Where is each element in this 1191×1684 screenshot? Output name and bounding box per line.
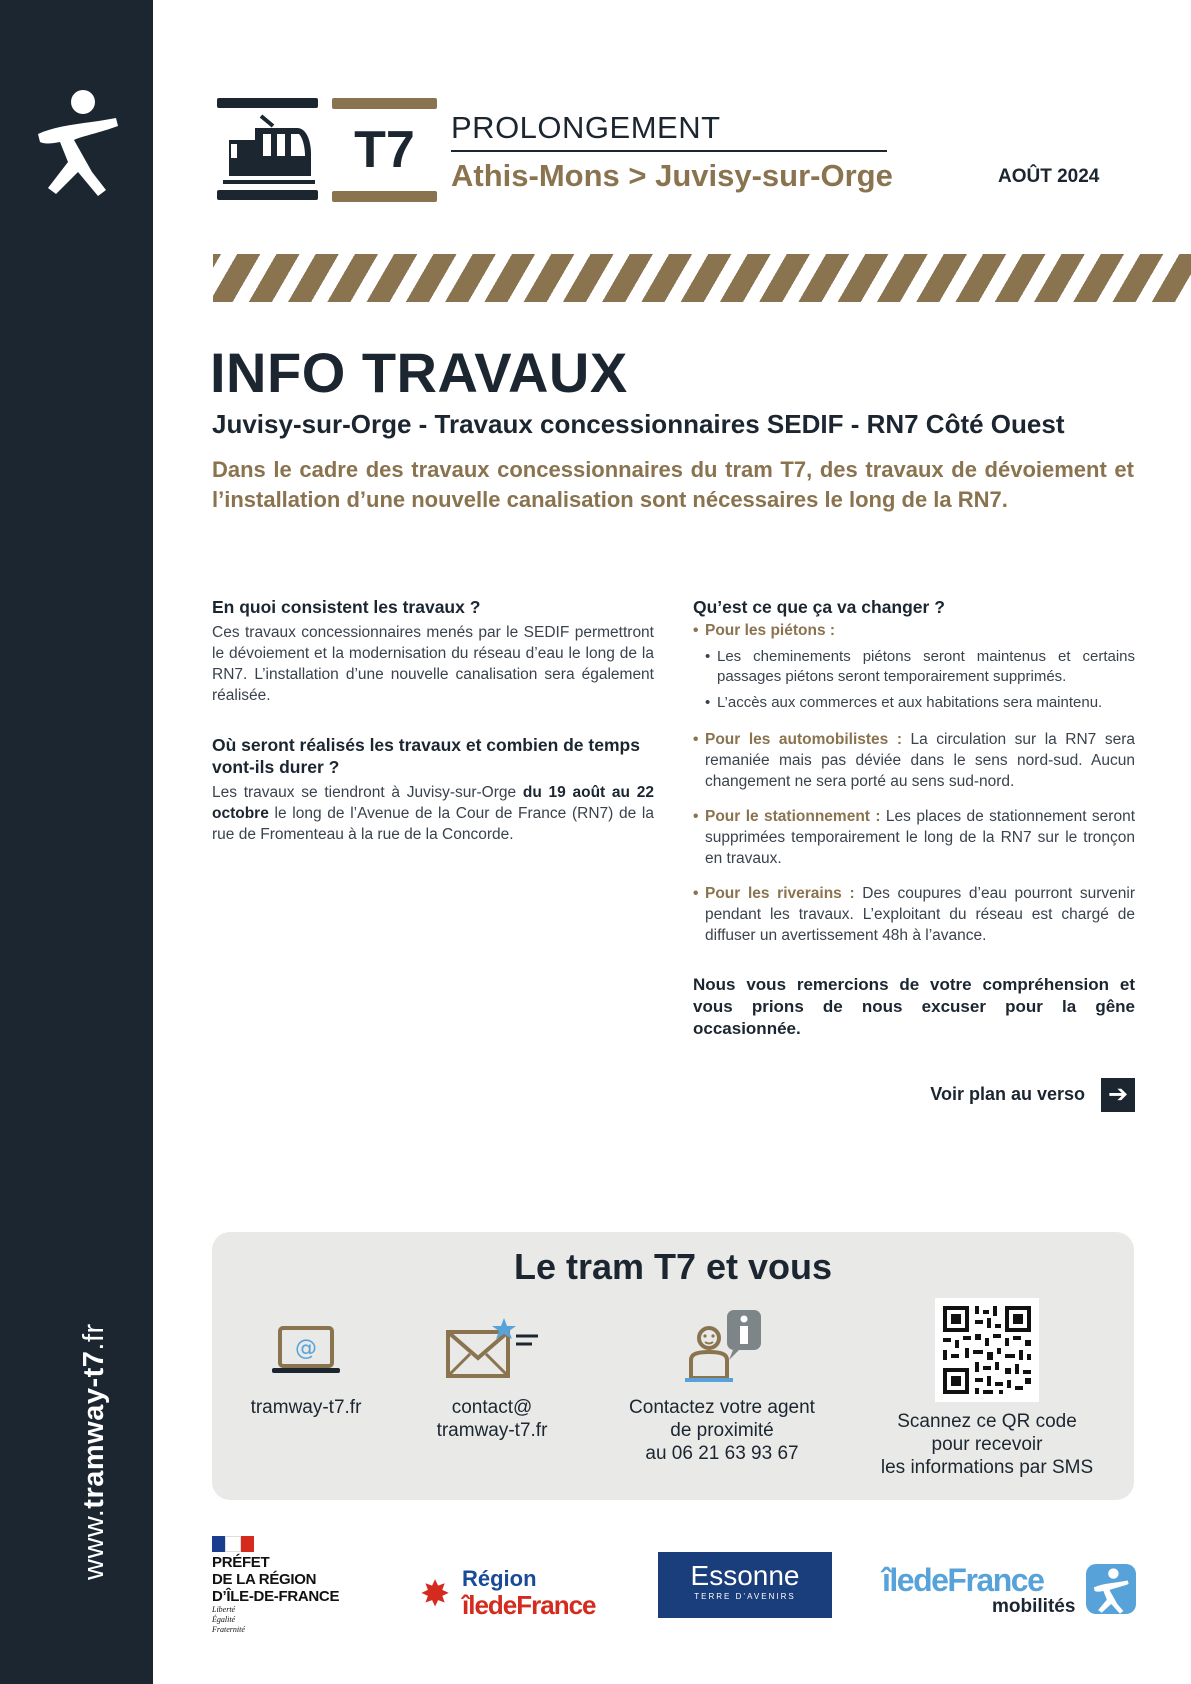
idfm-badge-icon [1086,1564,1136,1614]
idfm-line2: mobilités [992,1596,1076,1617]
question-heading: En quoi consistent les travaux ? [212,597,481,617]
contact-website[interactable] [236,1310,376,1419]
header-divider [451,150,887,152]
category-pietons: • Pour les piétons : [693,620,1135,641]
sidebar-url[interactable]: www.tramway-t7.fr [78,1323,110,1580]
thanks-paragraph: Nous vous remercions de votre compréhension et vous prions de nous excuser pour la gêne occasionnée. [693,975,1135,1038]
badge-bar-top [332,98,437,109]
idfm-pictogram-icon [1086,1564,1136,1614]
page-title: INFO TRAVAUX [210,341,628,404]
see-verso-link[interactable] [693,1078,1135,1112]
region-line2: îledeFrance [462,1590,596,1620]
envelope-icon [442,1310,542,1386]
list-item: • Les cheminements piétons seront maintenus et certains passages piétons seront temporairement supprimés. [693,647,1135,687]
left-column [212,596,654,845]
answer-paragraph: Les travaux se tiendront à Juvisy-sur-Orge du 19 août au 22 octobre le long de l’Avenue de la Cour de France (RN7) de la rue de Fromenteau à la rue de la Concorde. [212,784,654,843]
prefet-motto: Liberté Égalité Fraternité [212,1605,245,1634]
contact-qr[interactable] [852,1298,1122,1479]
contact-email[interactable] [412,1310,572,1442]
qr-code-icon[interactable] [935,1298,1039,1402]
question-heading: Où seront réalisés les travaux et combien de temps vont-ils durer ? [212,735,640,777]
contact-panel [212,1232,1134,1500]
contact-agent[interactable] [602,1310,842,1465]
region-line1: Région [462,1566,537,1591]
essonne-name: Essonne [690,1560,800,1591]
prefet-text: PRÉFET DE LA RÉGION D’ÎLE-DE-FRANCE [212,1554,340,1605]
right-column [693,596,1135,1040]
list-item: • L’accès aux commerces et aux habitations sera maintenu. [693,693,1135,713]
header-route: Athis-Mons > Juvisy-sur-Orge [451,158,893,193]
contact-agent-label: Contactez votre agent de proximité au 06 21 63 93 67 [629,1397,815,1464]
contact-website-label: tramway-t7.fr [250,1397,362,1418]
laptop-at-icon [268,1310,344,1386]
lead-paragraph: Dans le cadre des travaux concessionnaires du tram T7, des travaux de dévoiement et l’installation d’une nouvelle canalisation sont nécessaires le long de la RN7. [212,457,1134,512]
badge-bar-bottom [332,191,437,202]
category-automobilistes: • Pour les automobilistes : La circulation sur la RN7 sera remaniée mais pas déviée dans le sens nord-sud. Aucun changement ne sera porté au sens sud-nord. [693,729,1135,792]
hazard-stripe-divider [213,254,1191,302]
category-riverains: • Pour les riverains : Des coupures d’eau pourront survenir pendant les travaux. L’exploitant du réseau est chargé de diffuser un avertissement 48h à l’avance. [693,883,1135,946]
contact-qr-label: Scannez ce QR code pour recevoir les informations par SMS [880,1411,1094,1478]
arrow-right-icon: ➔ [1101,1078,1135,1112]
see-verso-label: Voir plan au verso [930,1083,1085,1104]
tram-icon [215,98,320,202]
answer-paragraph: Ces travaux concessionnaires menés par le SEDIF permettront le dévoiement et la modernisation du réseau d’eau le long de la RN7. L’installation d’une nouvelle canalisation sera également réalisée. [212,624,654,704]
page-subtitle: Juvisy-sur-Orge - Travaux concessionnaires SEDIF - RN7 Côté Ouest [212,409,1065,439]
contact-title: Le tram T7 et vous [513,1246,833,1287]
essonne-tagline: TERRE D’AVENIRS [694,1592,796,1601]
line-badge-label: T7 [354,121,415,179]
essonne-logo [658,1552,832,1618]
french-flag-icon [212,1536,254,1552]
region-star-icon: ✸ [420,1573,451,1614]
idf-mobilites-logo [882,1562,1076,1617]
question-heading: Qu’est ce que ça va changer ? [693,597,945,617]
contact-email-label: contact@ tramway-t7.fr [436,1397,548,1441]
partner-logos [0,1520,1191,1640]
idfm-line1: îledeFrance [882,1562,1044,1598]
idfm-pictogram-icon [30,82,125,197]
agent-info-icon [677,1310,767,1386]
issue-date: AOÛT 2024 [998,166,1100,187]
sidebar [0,0,153,1684]
svg-text:@: @ [295,1336,317,1361]
line-badge [332,98,437,202]
prefet-logo [212,1536,339,1635]
category-stationnement: • Pour le stationnement : Les places de stationnement seront supprimées temporairement le long de la RN7 sur le tronçon en travaux. [693,806,1135,869]
header-kicker: PROLONGEMENT [451,110,721,145]
